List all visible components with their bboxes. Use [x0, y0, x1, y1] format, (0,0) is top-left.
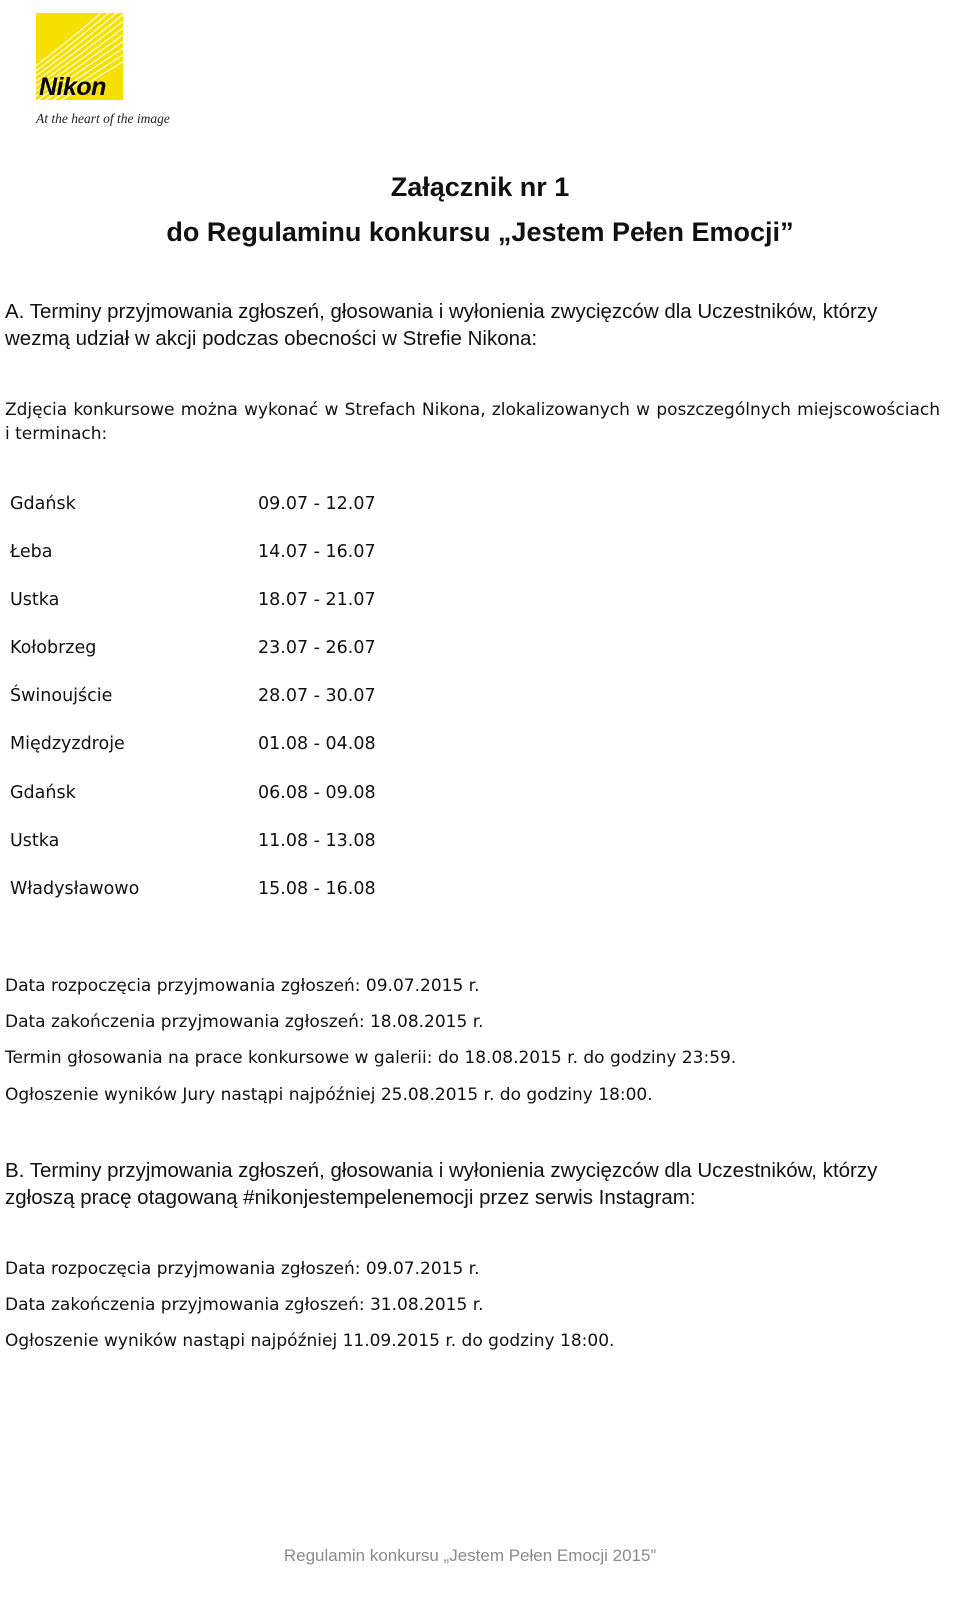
info-voting-deadline: Termin głosowania na prace konkursowe w galerii: do 18.08.2015 r. do godziny 23:59. — [5, 1048, 737, 1068]
section-a-intro: Zdjęcia konkursowe można wykonać w Strefach Nikona, zlokalizowanych w poszczególnych miejscowościach i terminach: — [5, 400, 940, 444]
schedule-city: Gdańsk — [10, 782, 76, 803]
nikon-logo — [36, 13, 186, 133]
schedule-city: Międzyzdroje — [10, 734, 125, 755]
schedule-dates: 01.08 - 04.08 — [258, 734, 376, 755]
schedule-dates: 18.07 - 21.07 — [258, 590, 376, 611]
logo-tagline: At the heart of the image — [36, 111, 170, 126]
schedule-city: Świnoujście — [10, 686, 113, 707]
schedule-dates: 09.07 - 12.07 — [258, 494, 376, 514]
schedule-row — [10, 879, 510, 927]
info-start-date: Data rozpoczęcia przyjmowania zgłoszeń: 09.07.2015 r. — [5, 1259, 480, 1279]
info-results: Ogłoszenie wyników nastąpi najpóźniej 11.09.2015 r. do godziny 18:00. — [5, 1331, 615, 1351]
schedule-city: Gdańsk — [10, 494, 76, 514]
schedule-row — [10, 542, 510, 590]
section-a-heading: A. Terminy przyjmowania zgłoszeń, głosowania i wyłonienia zwycięzców dla Uczestników, którzy wezmą udział w akcji podczas obecności w Strefie Nikona: — [5, 300, 878, 350]
info-end-date: Data zakończenia przyjmowania zgłoszeń: 31.08.2015 r. — [5, 1295, 484, 1315]
schedule-row — [10, 590, 510, 638]
schedule-city: Ustka — [10, 830, 60, 851]
info-end-date: Data zakończenia przyjmowania zgłoszeń: 18.08.2015 r. — [5, 1012, 484, 1032]
schedule-dates: 28.07 - 30.07 — [258, 686, 376, 707]
info-results: Ogłoszenie wyników Jury nastąpi najpóźniej 25.08.2015 r. do godziny 18:00. — [5, 1085, 653, 1105]
logo-wordmark: Nikon — [39, 73, 106, 100]
schedule-city: Władysławowo — [10, 878, 140, 899]
schedule-row — [10, 831, 510, 879]
page-title: Załącznik nr 1 — [390, 172, 570, 202]
section-b-heading: B. Terminy przyjmowania zgłoszeń, głosowania i wyłonienia zwycięzców dla Uczestników, którzy zgłoszą pracę otagowaną #nikonjestempelenemocji przez serwis Instagram: — [5, 1159, 878, 1209]
schedule-list — [10, 494, 510, 927]
schedule-dates: 11.08 - 13.08 — [258, 830, 376, 851]
schedule-city: Kołobrzeg — [10, 638, 97, 659]
schedule-dates: 06.08 - 09.08 — [258, 782, 376, 803]
page-subtitle: do Regulaminu konkursu „Jestem Pełen Emocji” — [166, 217, 794, 247]
schedule-dates: 14.07 - 16.07 — [258, 542, 376, 563]
schedule-row — [10, 494, 510, 542]
logo-yellow-square — [36, 13, 123, 100]
page-footer: Regulamin konkursu „Jestem Pełen Emocji 2015” — [283, 1546, 657, 1565]
info-start-date: Data rozpoczęcia przyjmowania zgłoszeń: 09.07.2015 r. — [5, 976, 480, 996]
schedule-city: Ustka — [10, 590, 60, 611]
schedule-row — [10, 783, 510, 831]
schedule-row — [10, 686, 510, 734]
schedule-dates: 23.07 - 26.07 — [258, 638, 376, 659]
schedule-row — [10, 734, 510, 782]
schedule-row — [10, 638, 510, 686]
schedule-city: Łeba — [10, 542, 53, 563]
schedule-dates: 15.08 - 16.08 — [258, 878, 376, 899]
